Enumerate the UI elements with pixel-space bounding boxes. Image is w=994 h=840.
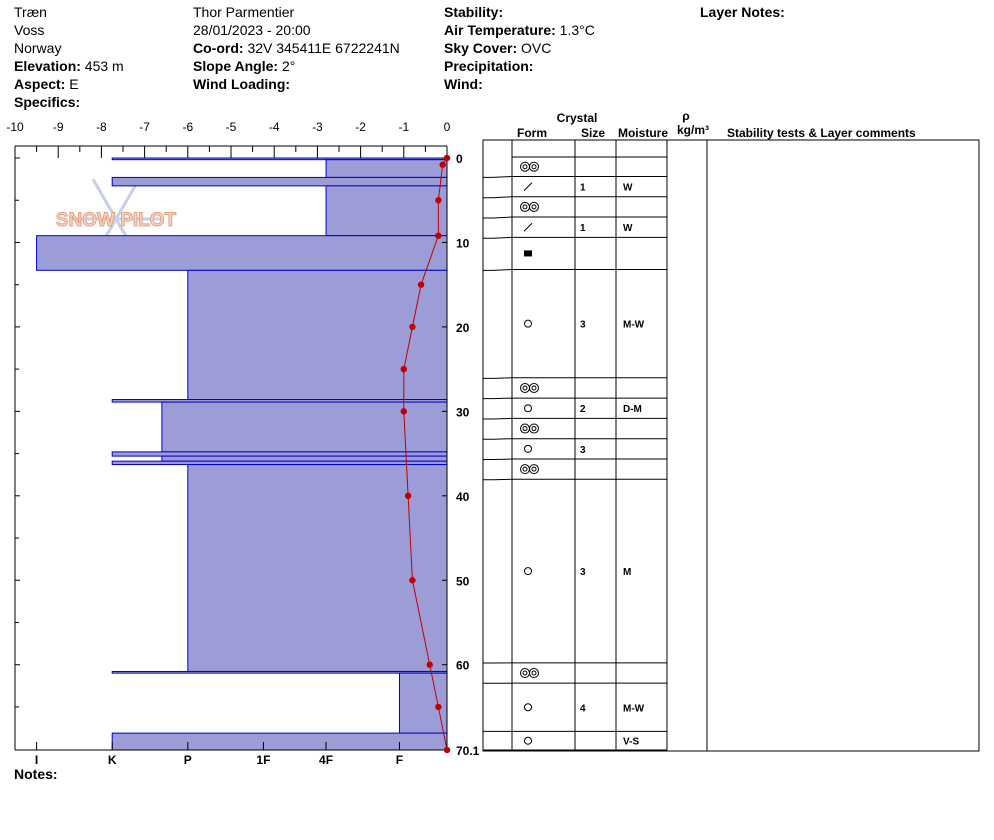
temp-tick-label: -5 — [225, 120, 237, 134]
melt-clusters-icon — [532, 671, 536, 675]
temperature-point — [435, 704, 441, 710]
hardness-layer — [37, 236, 447, 271]
layer-table — [483, 109, 979, 751]
melt-clusters-icon — [532, 386, 536, 390]
depth-tick-label: 70.1 — [456, 744, 480, 758]
decomposing-icon — [524, 183, 532, 191]
melt-clusters-icon — [532, 205, 536, 209]
melt-clusters-icon — [530, 465, 539, 474]
layer-connector — [483, 270, 512, 271]
rounded-grain-icon — [525, 704, 532, 711]
melt-clusters-icon — [521, 424, 530, 433]
moisture-value: M-W — [623, 703, 645, 715]
observation-datetime: 28/01/2023 - 20:00 — [193, 22, 311, 38]
watermark-text: SNOW PILOT — [55, 210, 177, 231]
temp-tick-label: 0 — [443, 120, 451, 134]
melt-clusters-icon — [523, 165, 527, 169]
layer-connector — [483, 197, 512, 198]
layer-connector — [483, 418, 512, 419]
elevation-label: Elevation: — [14, 58, 81, 74]
layer-connector — [483, 378, 512, 379]
melt-clusters-icon — [523, 467, 527, 471]
hardness-label: 4F — [319, 753, 334, 767]
melt-clusters-icon — [521, 669, 530, 678]
melt-clusters-icon — [530, 383, 539, 392]
hardness-layer — [112, 671, 447, 673]
layer-connector — [483, 176, 512, 177]
grain-size: 2 — [580, 404, 586, 416]
melt-clusters-icon — [530, 424, 539, 433]
temp-tick-label: -3 — [312, 120, 323, 134]
melt-clusters-icon — [521, 202, 530, 211]
grain-size: 1 — [580, 182, 586, 194]
observer-name: Thor Parmentier — [193, 4, 295, 20]
hardness-layer — [326, 160, 447, 178]
rounded-grain-icon — [525, 405, 532, 412]
grain-size: 3 — [580, 444, 586, 456]
temperature-point — [444, 747, 450, 753]
temperature-point — [435, 232, 441, 238]
rounded-grain-icon — [525, 445, 532, 452]
elevation-value: 453 m — [84, 58, 124, 74]
temp-tick-label: -10 — [6, 120, 24, 134]
melt-clusters-icon — [523, 671, 527, 675]
hardness-layer — [162, 456, 447, 461]
temperature-point — [418, 281, 424, 287]
temperature-point — [401, 366, 407, 372]
temperature-point — [435, 197, 441, 203]
moisture-value: M — [623, 567, 632, 579]
temperature-point — [401, 408, 407, 414]
temperature-point — [427, 662, 433, 668]
hardness-label: K — [107, 753, 117, 767]
crystal-header: Crystal — [556, 111, 598, 125]
melt-clusters-icon — [530, 669, 539, 678]
depth-tick-label: 20 — [456, 320, 470, 335]
moisture-value: W — [623, 182, 633, 194]
melt-clusters-icon — [521, 383, 530, 392]
depth-tick-label: 10 — [456, 236, 470, 251]
rounded-grain-icon — [525, 320, 532, 327]
moisture-value: M-W — [623, 319, 645, 331]
layer-connector — [483, 237, 512, 238]
depth-tick-label: 50 — [456, 574, 470, 589]
density-unit-header: kg/m³ — [676, 123, 710, 137]
rho-header: ρ — [682, 109, 690, 123]
layer-connector — [483, 398, 512, 399]
depth-tick-label: 60 — [456, 658, 470, 673]
specifics-label: Specifics: — [14, 94, 81, 110]
hardness-layers — [37, 158, 447, 750]
hardness-layer — [188, 270, 447, 399]
air-temp-label: Air Temperature: — [444, 22, 556, 38]
hardness-label: 1F — [256, 753, 271, 767]
melt-clusters-icon — [521, 465, 530, 474]
melt-clusters-icon — [523, 427, 527, 431]
hardness-label: I — [34, 753, 39, 767]
form-header: Form — [517, 126, 547, 140]
depth-tick-label: 40 — [456, 489, 470, 504]
sky-cover-value: OVC — [521, 40, 552, 56]
melt-clusters-icon — [523, 205, 527, 209]
rounded-grain-icon — [525, 737, 532, 744]
melt-clusters-icon — [532, 427, 536, 431]
temp-tick-label: -6 — [182, 120, 194, 134]
hardness-layer — [112, 733, 447, 750]
aspect-label: Aspect: — [14, 76, 66, 92]
moisture-value: V-S — [623, 736, 640, 748]
layer-notes-label: Layer Notes: — [700, 4, 785, 20]
depth-tick-label: 30 — [456, 405, 470, 420]
grain-size: 3 — [580, 319, 586, 331]
hardness-label: P — [183, 753, 192, 767]
layer-connector — [483, 217, 512, 218]
melt-clusters-icon — [521, 162, 530, 171]
size-header: Size — [580, 126, 606, 140]
layer-connector — [483, 439, 512, 440]
melt-clusters-icon — [532, 467, 536, 471]
table-frame — [483, 140, 979, 751]
location-name: Træn — [14, 4, 47, 20]
temp-tick-label: -9 — [52, 120, 64, 134]
melt-clusters-icon — [530, 202, 539, 211]
sky-cover-label: Sky Cover: — [444, 40, 518, 56]
moisture-header: Moisture — [617, 126, 669, 140]
rounded-grain-icon — [525, 568, 532, 575]
temp-tick-label: -4 — [268, 120, 280, 134]
air-temp-value: 1.3°C — [559, 22, 595, 38]
moisture-value: D-M — [623, 404, 642, 416]
depth-tick-label: 0 — [456, 152, 463, 166]
comments-header: Stability tests & Layer comments — [727, 126, 916, 140]
temperature-point — [409, 324, 415, 330]
coord-value: 32V 345411E 6722241N — [247, 40, 400, 56]
slope-value: 2° — [281, 58, 296, 74]
temp-tick-label: -2 — [355, 120, 366, 134]
decomposing-icon — [524, 223, 532, 231]
temperature-point — [405, 493, 411, 499]
temp-tick-label: -8 — [96, 120, 107, 134]
hardness-layer — [112, 177, 447, 185]
temperature-point — [444, 155, 450, 161]
melt-clusters-icon — [523, 386, 527, 390]
grain-size: 3 — [580, 567, 586, 579]
hardness-layer — [112, 461, 447, 464]
country-name: Norway — [14, 40, 62, 56]
temperature-point — [439, 162, 445, 168]
hardness-label: F — [395, 753, 404, 767]
temperature-point — [409, 577, 415, 583]
hardness-layer — [399, 673, 447, 733]
melt-clusters-icon — [530, 162, 539, 171]
region-name: Voss — [14, 22, 45, 38]
wind-loading-label: Wind Loading: — [193, 76, 291, 92]
temp-tick-label: -7 — [139, 120, 150, 134]
melt-clusters-icon — [532, 165, 536, 169]
grain-size: 4 — [580, 703, 586, 715]
notes-label: Notes: — [14, 766, 58, 782]
slope-label: Slope Angle: — [193, 58, 279, 74]
hardness-layer — [326, 186, 447, 236]
hardness-layer — [112, 452, 447, 456]
coord-label: Co-ord: — [193, 40, 244, 56]
ice-layer-icon — [524, 250, 532, 256]
precip-label: Precipitation: — [444, 58, 534, 74]
wind-label: Wind: — [444, 76, 483, 92]
moisture-value: W — [623, 223, 633, 235]
stability-label: Stability: — [444, 4, 504, 20]
temp-tick-label: -1 — [398, 120, 410, 134]
aspect-value: E — [69, 76, 79, 92]
grain-size: 1 — [580, 223, 586, 235]
